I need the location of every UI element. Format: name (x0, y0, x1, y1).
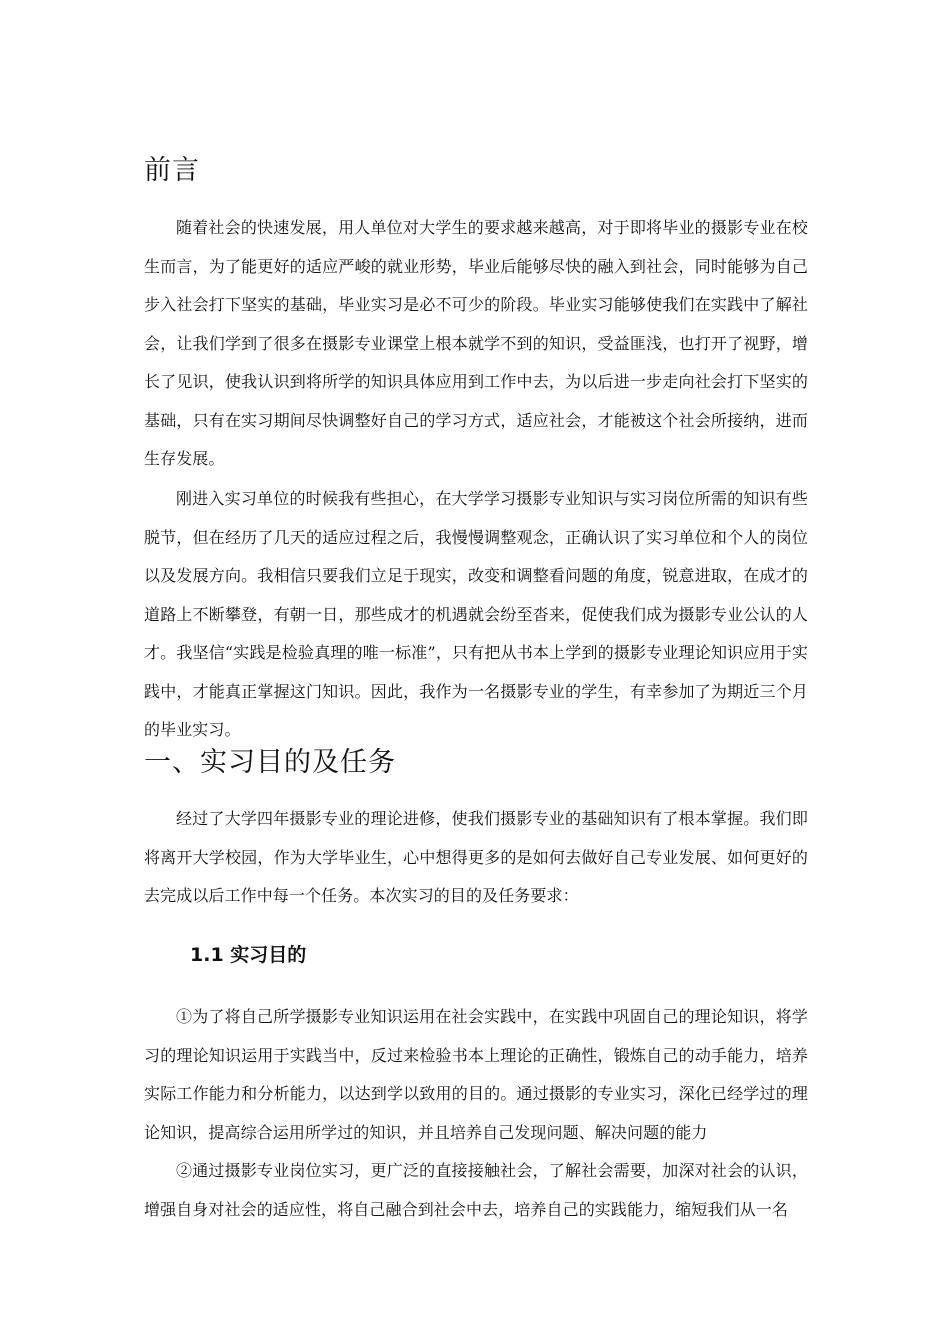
section-1-heading: 一、实习目的及任务 (144, 747, 396, 778)
preface-paragraph-1: 随着社会的快速发展，用人单位对大学生的要求越来越高，对于即将毕业的摄影专业在校生而言，为了能更好的适应严峻的就业形势，毕业后能够尽快的融入到社会，同时能够为自己步入社会打下坚实的基础，毕业实习是必不可少的阶段。毕业实习能够使我们在实践中了解社会，让我们学到了很多在摄影专业课堂上根本就学不到的知识，受益匪浅，也打开了视野，增长了见识，使我认识到将所学的知识具体应用到工作中去，为以后进一步走向社会打下坚实的基础，只有在实习期间尽快调整好自己的学习方式，适应社会，才能被这个社会所接纳，进而生存发展。 (144, 218, 808, 468)
purpose-item-2: ②通过摄影专业岗位实习，更广泛的直接接触社会，了解社会需要，加深对社会的认识，增强自身对社会的适应性，将自己融合到社会中去，培养自己的实践能力，缩短我们从一名 (144, 1161, 808, 1219)
purpose-item-1: ①为了将自己所学摄影专业知识运用在社会实践中，在实践中巩固自己的理论知识，将学习的理论知识运用于实践当中，反过来检验书本上理论的正确性，锻炼自己的动手能力，培养实际工作能力和分析能力，以达到学以致用的目的。通过摄影的专业实习，深化已经学过的理论知识，提高综合运用所学过的知识，并且培养自己发现问题、解决问题的能力 (144, 1007, 808, 1142)
preface-heading: 前言 (144, 155, 200, 186)
preface-paragraph-2: 刚进入实习单位的时候我有些担心，在大学学习摄影专业知识与实习岗位所需的知识有些脱节，但在经历了几天的适应过程之后，我慢慢调整观念，正确认识了实习单位和个人的岗位以及发展方向。我相信只要我们立足于现实，改变和调整看问题的角度，锐意进取，在成才的道路上不断攀登，有朝一日，那些成才的机遇就会纷至沓来，促使我们成为摄影专业公认的人才。我坚信“实践是检验真理的唯一标准”，只有把从书本上学到的摄影专业理论知识应用于实践中，才能真正掌握这门知识。因此，我作为一名摄影专业的学生，有幸参加了为期近三个月的毕业实习。 (144, 489, 808, 739)
section-1-intro: 经过了大学四年摄影专业的理论进修，使我们摄影专业的基础知识有了根本掌握。我们即将离开大学校园，作为大学毕业生，心中想得更多的是如何去做好自己专业发展、如何更好的去完成以后工作中每一个任务。本次实习的目的及任务要求： (144, 809, 808, 905)
subsection-1-1-heading: 1.1 实习目的 (190, 944, 307, 966)
